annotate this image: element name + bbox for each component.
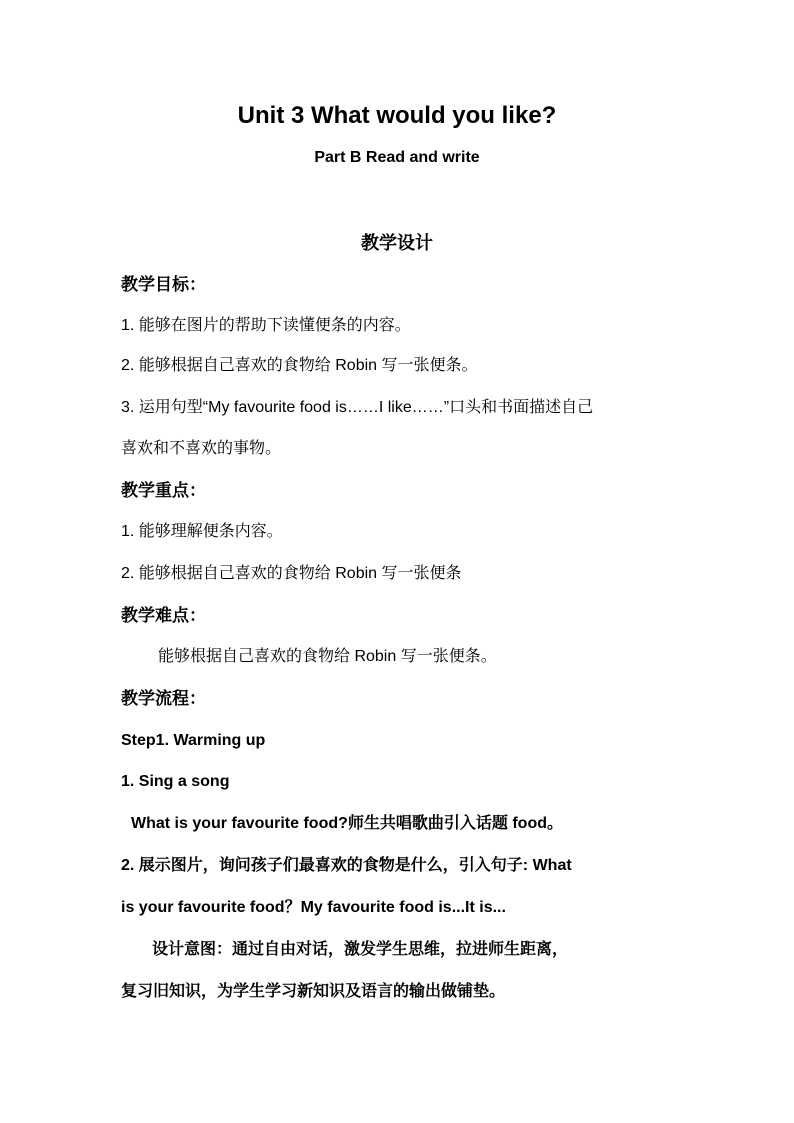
design-intent-line-1: 设计意图：通过自由对话，激发学生思维，拉进师生距离，: [152, 941, 569, 958]
heading-process: 教学流程：: [121, 689, 206, 708]
section-title-teaching-design: 教学设计: [361, 233, 433, 253]
objective-item-3-continued: 喜欢和不喜欢的事物。: [121, 440, 282, 457]
objective-item-3: 3. 运用句型“My favourite food is……I like……”口头和书面描述自己: [121, 399, 594, 416]
document-subtitle: Part B Read and write: [314, 149, 480, 166]
heading-difficulties: 教学难点：: [121, 606, 206, 625]
design-intent-line-2: 复习旧知识，为学生学习新知识及语言的输出做铺垫。: [121, 983, 506, 1000]
key-point-item-1: 1. 能够理解便条内容。: [121, 523, 283, 540]
difficulty-item-1: 能够根据自己喜欢的食物给 Robin 写一张便条。: [158, 648, 497, 665]
objective-item-2: 2. 能够根据自己喜欢的食物给 Robin 写一张便条。: [121, 357, 478, 374]
process-item-1-title: 1. Sing a song: [121, 773, 230, 790]
key-point-item-2: 2. 能够根据自己喜欢的食物给 Robin 写一张便条: [121, 565, 462, 582]
process-step-1: Step1. Warming up: [121, 732, 266, 749]
process-item-2-line-1: 2. 展示图片，询问孩子们最喜欢的食物是什么，引入句子: What: [121, 857, 572, 874]
objective-item-1: 1. 能够在图片的帮助下读懂便条的内容。: [121, 317, 411, 334]
heading-objectives: 教学目标：: [121, 275, 206, 294]
process-item-2-line-2: is your favourite food？My favourite food is...It is...: [121, 899, 506, 916]
document-title: Unit 3 What would you like?: [237, 102, 557, 129]
process-item-1-detail: What is your favourite food?师生共唱歌曲引入话题 food。: [131, 815, 563, 832]
heading-key-points: 教学重点：: [121, 481, 206, 500]
